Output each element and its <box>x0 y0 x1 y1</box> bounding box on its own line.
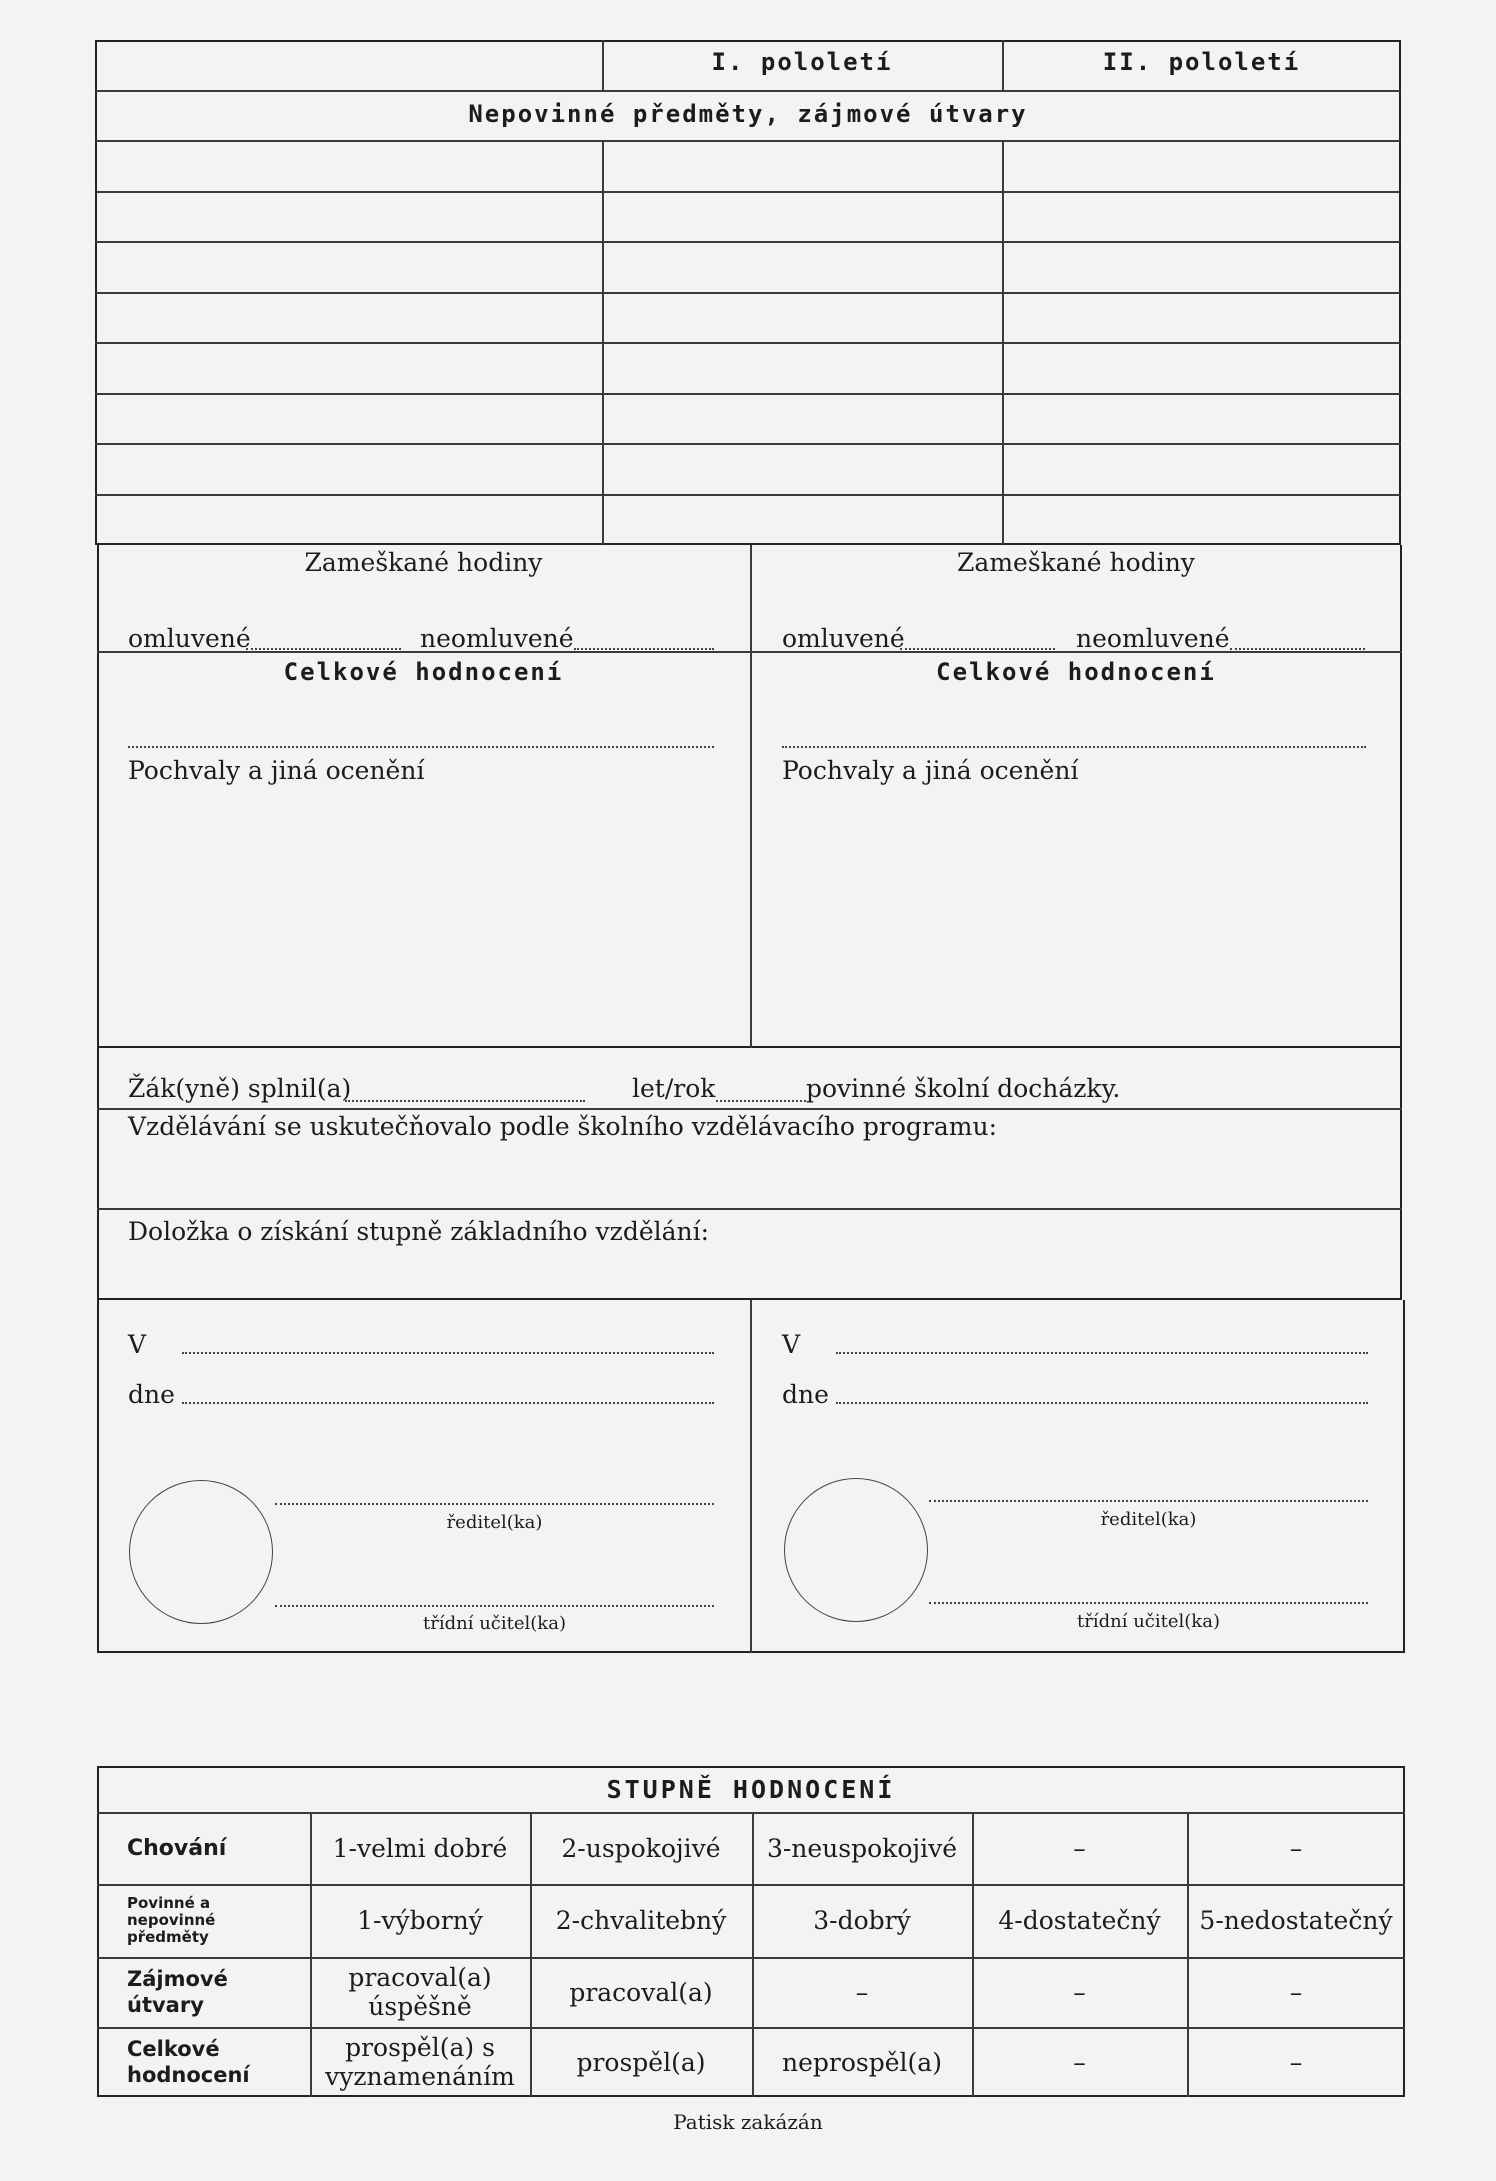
unexcused-field-right[interactable] <box>1230 648 1365 650</box>
place-label-right: V <box>782 1330 801 1359</box>
education-clause-label: Doložka o získání stupně základního vzdělání: <box>128 1217 710 1246</box>
row-label-interests: Zájmové útvary <box>127 1967 228 2017</box>
grade-cell: neprospěl(a) <box>782 2047 942 2077</box>
grade-cell: 4-dostatečný <box>998 1906 1161 1935</box>
excused-label-left: omluvené <box>128 624 251 653</box>
years-field[interactable] <box>345 1100 585 1102</box>
optional-subjects-heading: Nepovinné předměty, zájmové útvary <box>468 100 1028 128</box>
date-label-right: dne <box>782 1380 829 1409</box>
grade-cell: pracoval(a) <box>569 1977 713 2007</box>
date-label-left: dne <box>128 1380 175 1409</box>
grade-cell: – <box>1289 1833 1303 1863</box>
grade-cell: – <box>1289 1977 1303 2007</box>
praise-label-left: Pochvaly a jiná ocenění <box>128 756 425 785</box>
director-signature-right[interactable] <box>929 1500 1368 1502</box>
grade-cell: 2-chvalitebný <box>555 1906 727 1935</box>
place-label-left: V <box>128 1330 147 1359</box>
teacher-label-right: třídní učitel(ka) <box>1077 1611 1220 1632</box>
grade-cell: – <box>1073 2047 1086 2077</box>
grade-cell: 3-dobrý <box>813 1906 911 1935</box>
attendance-end: povinné školní docházky. <box>806 1074 1121 1103</box>
attendance-label: Žák(yně) splnil(a) <box>128 1074 352 1103</box>
unexcused-label-right: neomluvené <box>1076 624 1230 653</box>
stamp-circle-right <box>784 1478 928 1622</box>
missed-hours-title-right: Zameškané hodiny <box>957 548 1195 577</box>
grade-cell: prospěl(a) <box>576 2047 706 2077</box>
grade-cell: 5-nedostatečný <box>1199 1906 1393 1935</box>
teacher-label-left: třídní učitel(ka) <box>423 1613 566 1634</box>
teacher-signature-left[interactable] <box>275 1605 714 1607</box>
overall-evaluation-field-left[interactable] <box>128 746 714 748</box>
excused-label-right: omluvené <box>782 624 905 653</box>
grade-cell: prospěl(a) s vyznamenáním <box>325 2033 515 2091</box>
program-label: Vzdělávání se uskutečňovalo podle školního vzdělávacího programu: <box>128 1112 997 1141</box>
grade-cell: – <box>855 1977 869 2007</box>
grade-cell: – <box>1073 1977 1086 2007</box>
grade-cell: 1-výborný <box>357 1906 483 1935</box>
director-label-right: ředitel(ka) <box>1100 1509 1197 1530</box>
place-field-right[interactable] <box>836 1352 1368 1354</box>
date-field-right[interactable] <box>836 1402 1368 1404</box>
year-count-field[interactable] <box>716 1100 806 1102</box>
grading-scale-title: STUPNĚ HODNOCENÍ <box>606 1775 896 1804</box>
row-label-subjects: Povinné a nepovinné předměty <box>127 1894 216 1946</box>
date-field-left[interactable] <box>182 1402 714 1404</box>
place-field-left[interactable] <box>182 1352 714 1354</box>
unexcused-label-left: neomluvené <box>420 624 574 653</box>
grade-cell: 3-neuspokojivé <box>766 1833 958 1863</box>
missed-hours-title-left: Zameškané hodiny <box>304 548 543 577</box>
semester-1-header: I. pololetí <box>711 48 893 76</box>
stamp-circle-left <box>129 1480 273 1624</box>
grade-cell: – <box>1073 1833 1086 1863</box>
director-label-left: ředitel(ka) <box>446 1512 543 1533</box>
years-unit: let/rok <box>632 1074 716 1103</box>
excused-field-left[interactable] <box>246 648 401 650</box>
grade-cell: pracoval(a) úspěšně <box>348 1963 492 2021</box>
overall-evaluation-right: Celkové hodnocení <box>936 658 1216 686</box>
grade-cell: 1-velmi dobré <box>332 1833 508 1863</box>
grade-cell: 2-uspokojivé <box>561 1833 721 1863</box>
row-label-behavior: Chování <box>127 1835 227 1861</box>
director-signature-left[interactable] <box>275 1503 714 1505</box>
unexcused-field-left[interactable] <box>574 648 714 650</box>
teacher-signature-right[interactable] <box>929 1602 1368 1604</box>
excused-field-right[interactable] <box>900 648 1055 650</box>
semester-2-header: II. pololetí <box>1102 48 1301 76</box>
overall-evaluation-left: Celkové hodnocení <box>283 658 564 686</box>
grade-cell: – <box>1289 2047 1303 2077</box>
footer-note: Patisk zakázán <box>673 2110 823 2134</box>
overall-evaluation-field-right[interactable] <box>782 746 1366 748</box>
row-label-overall: Celkové hodnocení <box>127 2037 250 2087</box>
praise-label-right: Pochvaly a jiná ocenění <box>782 756 1079 785</box>
